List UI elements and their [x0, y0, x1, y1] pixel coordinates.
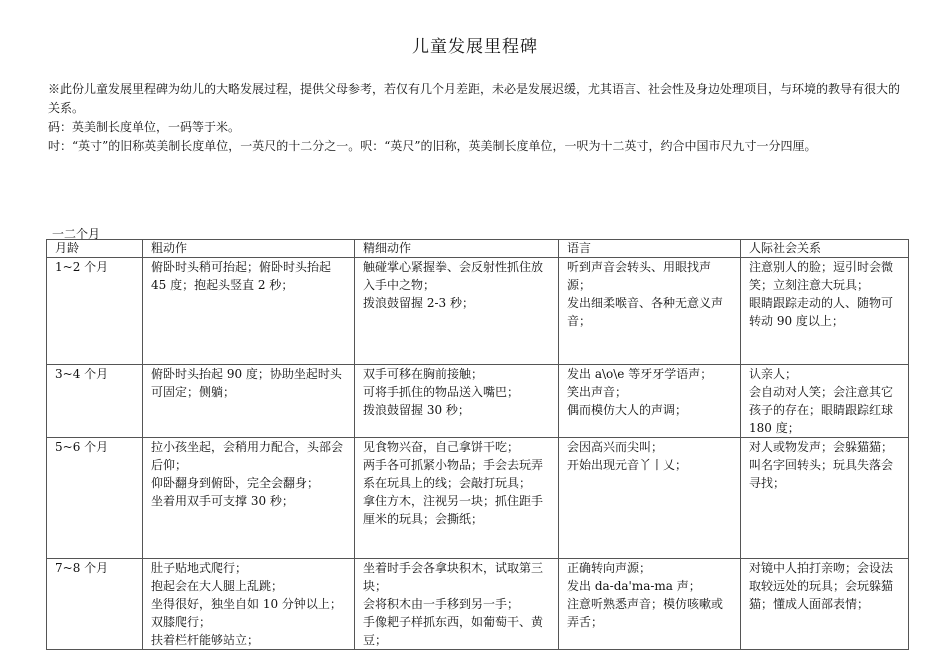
cell-text: 7~8 个月: [55, 561, 109, 575]
cell-text: 叫名字回转头；玩具失落会寻找；: [749, 458, 894, 490]
fine-motor-cell: [355, 559, 559, 650]
cell-text: 拿住方木，注视另一块；抓住距手厘米的玩具；会撕纸；: [363, 494, 544, 526]
intro-note: ※此份儿童发展里程碑为幼儿的大略发展过程，提供父母参考，若仅有几个月差距，未必是发展迟缓，尤其语言、社会性及身边处理项目，与环境的教导有很大的关系。: [48, 82, 901, 115]
table-row: [47, 559, 909, 650]
cell-text: 双手可移在胸前接触；: [363, 367, 484, 381]
cell-text: 两手各可抓紧小物品；手会去玩弄系在玩具上的线；会敲打玩具；: [363, 458, 544, 490]
cell-text: 扶着栏杆能够站立；: [151, 633, 260, 647]
header-social: 人际社会关系: [741, 240, 909, 258]
header-age: 月龄: [47, 240, 143, 258]
cell-text: 开始出现元音丫丨乂；: [567, 458, 688, 472]
cell-text: 发出细柔喉音、各种无意义声: [567, 296, 724, 310]
intro-note: 码：英美制长度单位，一码等于米。: [48, 120, 241, 134]
table-row: [47, 438, 909, 559]
cell-text: 5~6 个月: [55, 440, 109, 454]
cell-text: 发出 a\o\e 等牙牙学语声；: [567, 367, 713, 381]
language-cell: [559, 365, 741, 438]
cell-text: 对镜中人拍打亲吻；会设法取较远处的玩具；会玩躲猫猫；懂成人面部表情；: [749, 561, 894, 611]
cell-text: 发出 da-da'ma-ma 声；: [567, 579, 701, 593]
table-header-row: [47, 240, 909, 258]
gross-motor-cell: [143, 559, 355, 650]
social-cell: [741, 258, 909, 365]
cell-text: 拨浪鼓留握 30 秒；: [363, 403, 470, 417]
cell-text: 1~2 个月: [55, 260, 109, 274]
gross-motor-cell: [143, 438, 355, 559]
cell-text: 注意听熟悉声音；模仿咳嗽或弄舌；: [567, 597, 724, 629]
table-row: [47, 258, 909, 365]
language-cell: [559, 438, 741, 559]
cell-text: 对人或物发声；会躲猫猫；: [749, 440, 894, 454]
cell-text: 双膝爬行；: [151, 615, 212, 629]
cell-text: 笑出声音；: [567, 385, 628, 399]
cell-text: 手像耙子样抓东西，如葡萄干、黄豆；: [363, 615, 544, 647]
age-cell: [47, 438, 143, 559]
cell-text: 会因高兴而尖叫；: [567, 440, 664, 454]
header-fine-motor: 精细动作: [355, 240, 559, 258]
page-title: 儿童发展里程碑: [412, 37, 538, 57]
cell-text: 认亲人；: [749, 367, 798, 381]
cell-text: 偶而模仿大人的声调；: [567, 403, 688, 417]
age-cell: [47, 365, 143, 438]
language-cell: [559, 258, 741, 365]
header-gross-motor: 粗动作: [143, 240, 355, 258]
section-label: 一二个月: [52, 227, 101, 241]
social-cell: [741, 559, 909, 650]
cell-text: 听到声音会转头、用眼找声源；: [567, 260, 712, 292]
milestone-table: [46, 239, 909, 650]
social-cell: [741, 365, 909, 438]
cell-text: 音；: [567, 314, 592, 328]
cell-text: 会将积木由一手移到另一手；: [363, 597, 520, 611]
fine-motor-cell: [355, 258, 559, 365]
header-language: 语言: [559, 240, 741, 258]
cell-text: 触碰掌心紧握拳、会反射性抓住放入手中之物；: [363, 260, 544, 292]
cell-text: 俯卧时头抬起 90 度；协助坐起时头可固定；侧躺；: [151, 367, 342, 399]
cell-text: 拨浪鼓留握 2-3 秒；: [363, 296, 474, 310]
fine-motor-cell: [355, 438, 559, 559]
cell-text: 会自动对人笑；会注意其它孩子的存在；眼睛跟踪红球 180 度；: [749, 385, 894, 435]
fine-motor-cell: [355, 365, 559, 438]
cell-text: 抱起会在大人腿上乱跳；: [151, 579, 284, 593]
table-row: [47, 365, 909, 438]
cell-text: 仰卧翻身到俯卧，完全会翻身；: [151, 476, 320, 490]
cell-text: 坐着用双手可支撑 30 秒；: [151, 494, 294, 508]
social-cell: [741, 438, 909, 559]
cell-text: 正确转向声源；: [567, 561, 652, 575]
cell-text: 注意别人的脸；逗引时会微笑；立刻注意大玩具；: [749, 260, 894, 292]
cell-text: 3~4 个月: [55, 367, 109, 381]
cell-text: 坐着时手会各拿块积木，试取第三块；: [363, 561, 544, 593]
cell-text: 肚子贴地式爬行；: [151, 561, 248, 575]
cell-text: 眼睛跟踪走动的人、随物可转动 90 度以上；: [749, 296, 894, 328]
gross-motor-cell: [143, 365, 355, 438]
cell-text: 坐得很好，独坐自如 10 分钟以上；: [151, 597, 342, 611]
intro-note: 吋：“英寸”的旧称英美制长度单位，一英尺的十二分之一。呎：“英尺”的旧称，英美制长度单位，一呎为十二英寸，约合中国市尺九寸一分四厘。: [48, 139, 817, 153]
language-cell: [559, 559, 741, 650]
age-cell: [47, 258, 143, 365]
cell-text: 俯卧时头稍可抬起；俯卧时头抬起 45 度；抱起头竖直 2 秒；: [151, 260, 332, 292]
cell-text: 拉小孩坐起，会稍用力配合，头部会后仰；: [151, 440, 344, 472]
cell-text: 可将手抓住的物品送入嘴巴；: [363, 385, 520, 399]
cell-text: 见食物兴奋，自己拿饼干吃；: [363, 440, 520, 454]
age-cell: [47, 559, 143, 650]
gross-motor-cell: [143, 258, 355, 365]
